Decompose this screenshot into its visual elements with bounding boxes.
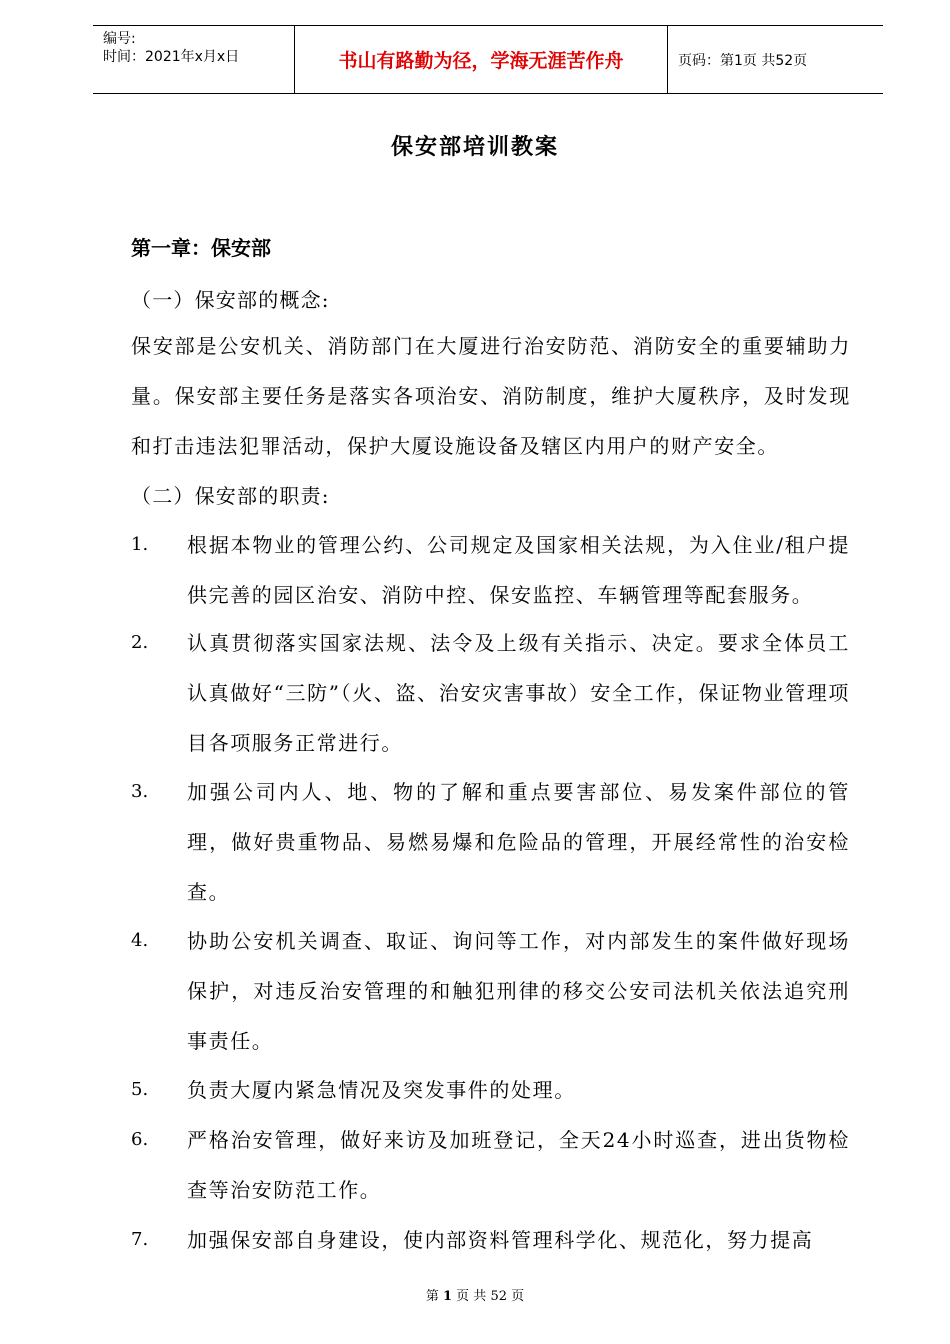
- header-motto-cell: [295, 26, 668, 93]
- duty-text: 认真贯彻落实国家法规、法令及上级有关指示、决定。要求全体员工认真做好“三防”（火、盗、治安灾害事故）安全工作，保证物业管理项目各项服务正常进行。: [187, 631, 850, 755]
- section-1-heading: （一）保安部的概念:: [131, 288, 330, 312]
- section-2-heading: （二）保安部的职责:: [131, 484, 330, 508]
- duty-number: 3.: [131, 781, 149, 802]
- number-label: 编号:: [103, 31, 136, 47]
- footer-page-number: 1: [442, 1289, 453, 1304]
- duty-text: 负责大厦内紧急情况及突发事件的处理。: [187, 1078, 576, 1102]
- duty-text: 加强保安部自身建设，使内部资料管理科学化、规范化，努力提高: [187, 1228, 814, 1252]
- duty-number: 2.: [131, 632, 149, 653]
- duty-text: 严格治安管理，做好来访及加班登记，全天24小时巡查，进出货物检查等治安防范工作。: [187, 1128, 850, 1202]
- chapter-heading: 第一章：保安部: [131, 236, 271, 260]
- time-label: 时间：2021年x月x日: [103, 49, 240, 65]
- motto-text: 书山有路勤为径，学海无涯苦作舟: [338, 50, 624, 72]
- header-info-cell: [93, 26, 295, 93]
- section-1-body: 保安部是公安机关、消防部门在大厦进行治安防范、消防安全的重要辅助力量。保安部主要任务是落实各项治安、消防制度，维护大厦秩序，及时发现和打击违法犯罪活动，保护大厦设施设备及辖区内用户的财产安全。: [131, 334, 851, 458]
- document-header: [93, 25, 883, 94]
- duty-number: 7.: [131, 1229, 149, 1250]
- duty-number: 5.: [131, 1079, 149, 1100]
- page-info: 页码：第1页 共52页: [678, 52, 808, 69]
- duty-text: 协助公安机关调查、取证、询问等工作，对内部发生的案件做好现场保护，对违反治安管理的和触犯刑律的移交公安司法机关依法追究刑事责任。: [187, 929, 850, 1053]
- footer-total-pages: 52: [490, 1289, 507, 1304]
- duty-text: 加强公司内人、地、物的了解和重点要害部位、易发案件部位的管理，做好贵重物品、易燃易爆和危险品的管理，开展经常性的治安检查。: [187, 780, 850, 904]
- duty-number: 1.: [131, 534, 149, 555]
- duty-number: 4.: [131, 930, 149, 951]
- footer-suffix: 页: [511, 1289, 525, 1304]
- duty-text: 根据本物业的管理公约、公司规定及国家相关法规，为入住业/租户提供完善的园区治安、消防中控、保安监控、车辆管理等配套服务。: [187, 533, 850, 607]
- duty-number: 6.: [131, 1129, 149, 1150]
- footer-prefix: 第: [425, 1289, 439, 1304]
- footer-middle: 页 共: [456, 1289, 487, 1304]
- page-title: 保安部培训教案: [390, 134, 559, 160]
- page-footer: [0, 1285, 950, 1304]
- header-page-cell: [668, 26, 883, 93]
